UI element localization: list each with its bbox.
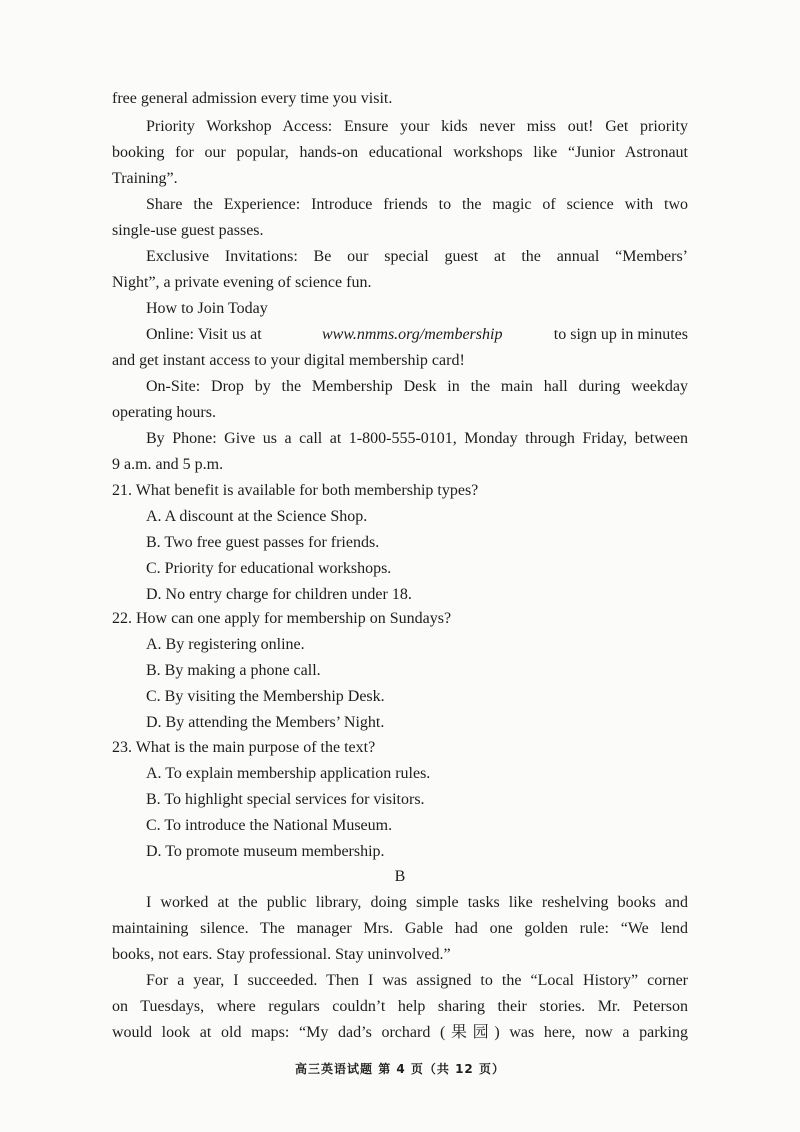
passage-a-line: Priority Workshop Access: Ensure your kids never miss out! Get priority	[146, 118, 688, 135]
how-to-join-heading: How to Join Today	[146, 300, 268, 317]
passage-a-line: single-use guest passes.	[112, 222, 264, 239]
passage-b-line: would look at old maps: “My dad’s orchard (果园) was here, now a parking	[112, 1024, 688, 1041]
question-21-option-a: A. A discount at the Science Shop.	[146, 508, 368, 525]
passage-b-line: on Tuesdays, where regulars couldn’t help sharing their stories. Mr. Peterson	[112, 998, 688, 1015]
question-22-option-a: A. By registering online.	[146, 636, 305, 653]
passage-a-line: 9 a.m. and 5 p.m.	[112, 456, 224, 473]
passage-a-line: free general admission every time you visit.	[112, 90, 393, 107]
question-23-option-b: B. To highlight special services for visitors.	[146, 791, 425, 808]
passage-a-line: operating hours.	[112, 404, 216, 421]
passage-a-line: to sign up in minutes	[553, 326, 688, 343]
passage-b-line: maintaining silence. The manager Mrs. Gable had one golden rule: “We lend	[112, 920, 688, 937]
question-21-option-d: D. No entry charge for children under 18.	[146, 586, 412, 603]
section-b-heading: B	[394, 868, 406, 885]
passage-b-line: For a year, I succeeded. Then I was assigned to the “Local History” corner	[146, 972, 688, 989]
question-21-stem: 21. What benefit is available for both membership types?	[112, 482, 479, 499]
question-23-option-d: D. To promote museum membership.	[146, 843, 385, 860]
passage-a-line: booking for our popular, hands-on educational workshops like “Junior Astronaut	[112, 144, 688, 161]
passage-a-line: and get instant access to your digital membership card!	[112, 352, 465, 369]
online-label: Online: Visit us at	[146, 326, 262, 343]
question-22-option-b: B. By making a phone call.	[146, 662, 321, 679]
question-21-option-c: C. Priority for educational workshops.	[146, 560, 392, 577]
passage-b-line: books, not ears. Stay professional. Stay uninvolved.”	[112, 946, 451, 963]
passage-a-line: By Phone: Give us a call at 1-800-555-0101, Monday through Friday, between	[146, 430, 688, 447]
question-23-option-c: C. To introduce the National Museum.	[146, 817, 393, 834]
page-footer: 高三英语试题 第 4 页（共 12 页）	[295, 1062, 505, 1076]
passage-a-line: On-Site: Drop by the Membership Desk in the main hall during weekday	[146, 378, 688, 395]
question-21-option-b: B. Two free guest passes for friends.	[146, 534, 380, 551]
question-23-option-a: A. To explain membership application rules.	[146, 765, 431, 782]
question-23-stem: 23. What is the main purpose of the text?	[112, 739, 376, 756]
membership-url: www.nmms.org/membership	[322, 326, 503, 343]
passage-a-line: Share the Experience: Introduce friends to the magic of science with two	[146, 196, 688, 213]
passage-a-line: Night”, a private evening of science fun.	[112, 274, 372, 291]
passage-a-line: Training”.	[112, 170, 178, 187]
passage-a-line: Exclusive Invitations: Be our special guest at the annual “Members’	[146, 248, 688, 265]
question-22-option-d: D. By attending the Members’ Night.	[146, 714, 385, 731]
question-22-stem: 22. How can one apply for membership on Sundays?	[112, 610, 452, 627]
passage-b-line: I worked at the public library, doing simple tasks like reshelving books and	[146, 894, 688, 911]
question-22-option-c: C. By visiting the Membership Desk.	[146, 688, 385, 705]
